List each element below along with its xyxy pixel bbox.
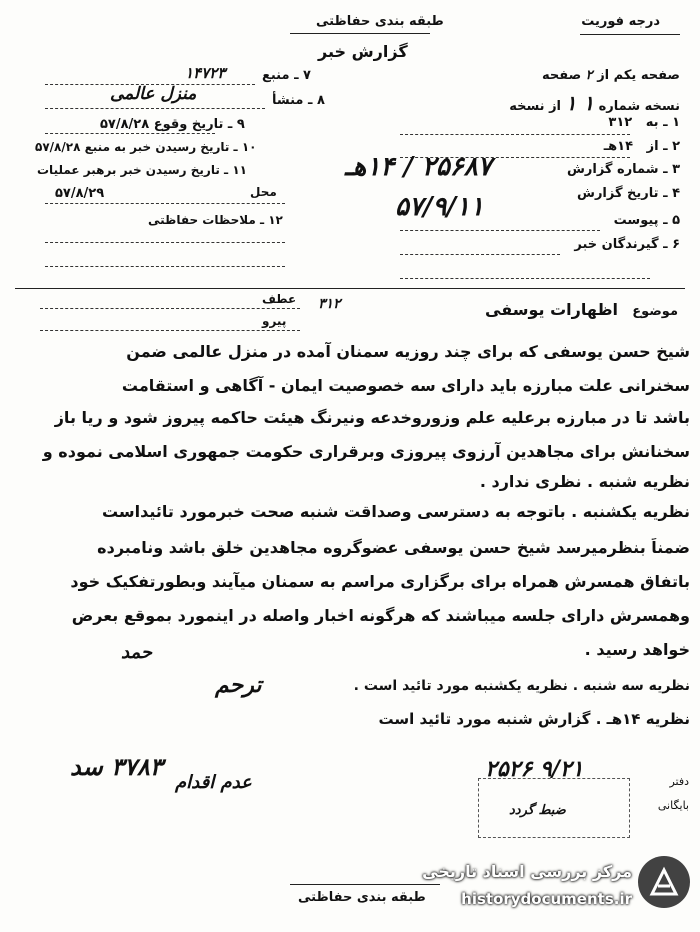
classification-top-line <box>290 33 430 34</box>
field-origin-label: ۸ ـ منشأ <box>272 93 325 108</box>
field-recipients: ۶ ـ گیرندگان خبر <box>574 237 680 252</box>
body-line-7: ضمناً بنظرمیرسد شیخ حسن یوسفی عضوگروه مجاهدین خلق باشد ونامبرده <box>97 538 690 557</box>
subject-hand-mark: ۳۱۲ <box>318 296 341 312</box>
recipients-line-2 <box>400 278 650 279</box>
body-line-3: باشد تا در مبارزه برعلیه علم وزوروخدعه ونیرنگ هیئت حاکمه پیروز شود و ریا باز <box>54 408 690 427</box>
body-hand-mark: حمد <box>121 642 152 663</box>
ref-peyro-line <box>40 330 300 331</box>
field-protection-notes: ۱۲ ـ ملاحظات حفاظتی <box>148 213 283 227</box>
priority-underline <box>580 34 680 35</box>
classification-bottom: طبقه بندی حفاظتی <box>298 890 426 905</box>
watermark-logo-icon <box>638 856 690 908</box>
field-source-label: ۷ ـ منبع <box>262 68 311 83</box>
bottom-number: ۲۵۲۶ ۹/۲۱ <box>485 756 584 782</box>
stamp-line-1: دفتر <box>669 775 689 788</box>
body-line-6: نظریه یکشنبه . باتوجه به دسترسی وصداقت شنبه صحت خبرمورد تائیداست <box>101 502 690 521</box>
field-to-line <box>400 134 630 135</box>
field-place-label: محل <box>250 185 277 199</box>
field-page: صفحه یکم از ۲ صفحه <box>541 68 680 83</box>
classification-top: طبقه بندی حفاظتی <box>316 14 444 29</box>
nazarieh-14: نظریه ۱۴هـ . گزارش شنبه مورد تائید است <box>378 710 690 728</box>
section-divider <box>15 288 685 289</box>
watermark <box>422 852 696 926</box>
field-report-no-value: ۲۵۶۸۷ / ۱۴هـ <box>345 152 492 182</box>
field-to: ۱ ـ به ۳۱۲ <box>608 115 680 130</box>
subject-value: اظهارات یوسفی <box>485 300 618 319</box>
field-copy: نسخه شماره ۱ ۱ از نسخه <box>509 91 680 115</box>
stamp-line-3: ضبط گردد <box>509 803 566 818</box>
notes-line-1 <box>45 242 285 243</box>
se-sign: ترحم <box>215 672 262 698</box>
field-source-value: ۱۴۷۲۳ <box>185 64 226 82</box>
subject-label: موضوع <box>632 304 678 319</box>
field-attachment: ۵ ـ پیوست <box>613 213 680 228</box>
watermark-url: historydocuments.ir <box>461 890 632 908</box>
field-occur-line <box>45 133 215 134</box>
body-line-2: سخنرانی علت مبارزه باید دارای سه خصوصیت ایمان - آگاهی و استقامت <box>121 376 690 395</box>
priority-label: درجه فوریت <box>581 14 660 29</box>
field-date-to-ops: ۱۱ ـ تاریخ رسیدن خبر برهبر عملیات <box>37 163 247 177</box>
body-line-4: سخنانش برای مجاهدین آرزوی پیروزی وبرقراری حکومت جمهوری اسلامی نموده و <box>42 442 690 461</box>
left-note: عدم اقدام <box>175 772 252 793</box>
body-line-5: نظریه شنبه . نظری ندارد . <box>479 472 690 491</box>
ref-atf-line <box>40 308 300 309</box>
field-from: ۲ ـ از ۱۴هـ <box>603 139 680 154</box>
nazarieh-se-shanbe: نظریه سه شنبه . نظریه یکشنبه مورد تائید است . <box>353 678 690 694</box>
stamp-line-2: بایگانی <box>657 799 689 812</box>
report-title: گزارش خبر <box>318 42 408 61</box>
field-occur-date: ۹ ـ تاریخ وقوع ۵۷/۸/۲۸ <box>100 117 245 132</box>
field-report-date-label: ۴ ـ تاریخ گزارش <box>577 186 680 201</box>
body-line-1: شیخ حسن یوسفی که برای چند روزیه سمنان آمده در منزل عالمی ضمن <box>126 342 690 361</box>
field-place-value: ۵۷/۸/۲۹ <box>55 186 105 201</box>
field-place-line <box>45 203 285 204</box>
field-report-date-value: ۵۷/۹/۱۱ <box>395 192 484 222</box>
body-line-9: وهمسرش دارای جلسه میباشند که هرگونه اخبار واصله در اینمورد بموقع بعرض <box>71 606 690 625</box>
field-date-to-source: ۱۰ ـ تاریخ رسیدن خبر به منبع ۵۷/۸/۲۸ <box>35 140 257 154</box>
notes-line-2 <box>45 266 285 267</box>
field-report-no-label: ۳ ـ شماره گزارش <box>566 162 680 177</box>
ref-peyro: پیرو <box>262 314 287 328</box>
field-attachment-line <box>400 230 600 231</box>
left-signature: ۳۷۸۳ سد <box>70 752 163 781</box>
body-line-8: باتفاق همسرش همراه برای برگزاری مراسم به سمنان میآیند وبطورتفکیک خود <box>70 572 690 591</box>
field-origin-line <box>45 108 265 109</box>
field-recipients-line <box>400 254 560 255</box>
archive-stamp <box>478 775 689 838</box>
ref-atf: عطف <box>262 292 297 306</box>
body-line-10: خواهد رسید . <box>584 640 690 659</box>
classification-bottom-line <box>290 884 440 885</box>
watermark-title: مرکز بررسی اسناد تاریخی <box>422 862 632 881</box>
field-origin-value: منزل عالمی <box>110 84 197 104</box>
